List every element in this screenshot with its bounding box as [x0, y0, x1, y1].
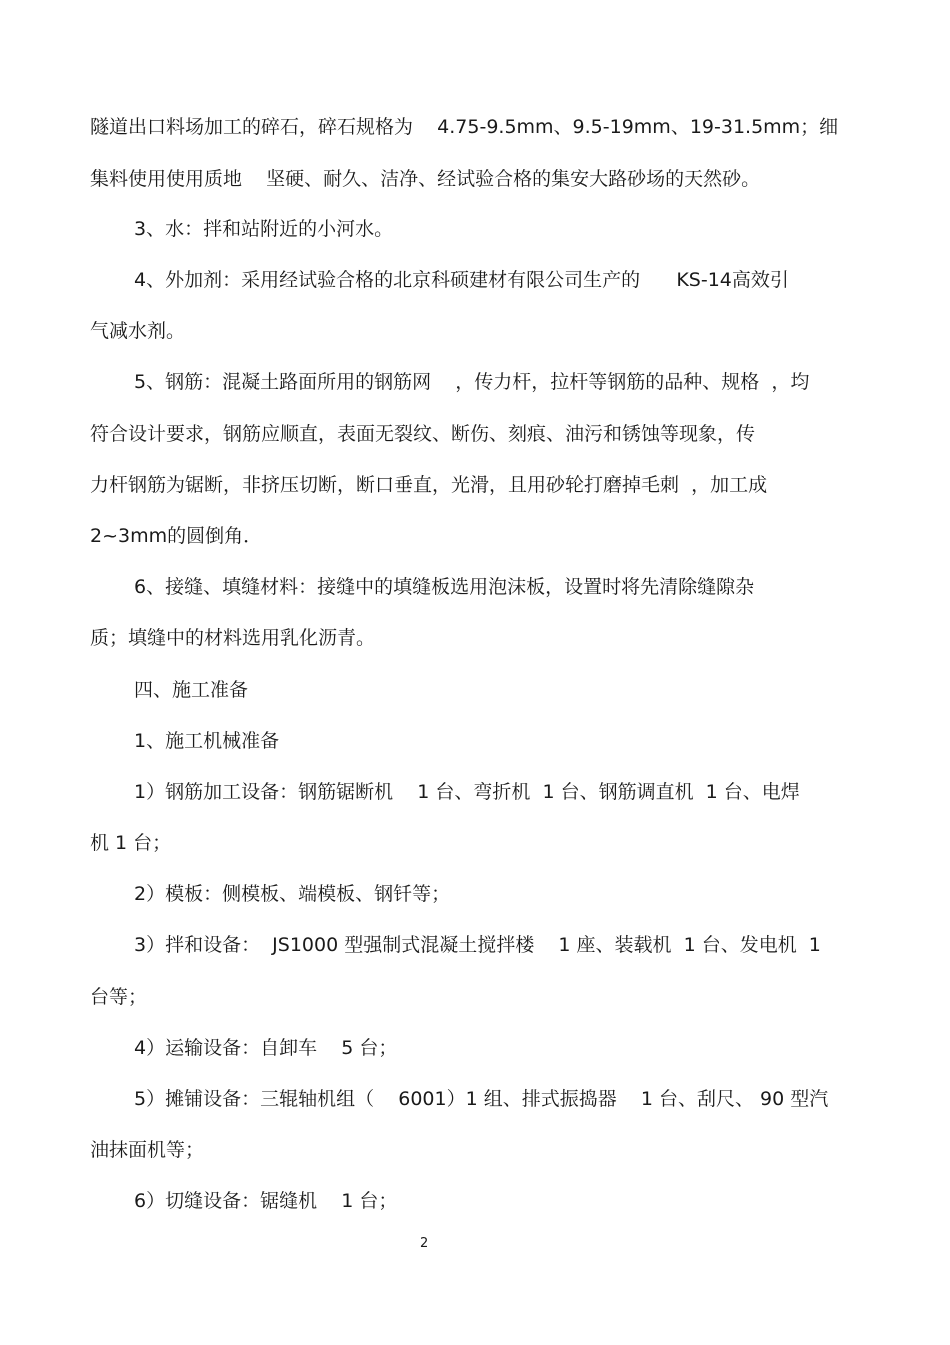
text-line-9: 2~3mm的圆倒角． [90, 525, 263, 547]
text-line-6: 5、钢筋：混凝土路面所用的钢筋网 ，传力杆，拉杆等钢筋的品种、规格 ，均 [134, 371, 810, 393]
text-line-14: 1）钢筋加工设备：钢筋锯断机 1 台、弯折机 1 台、钢筋调直机 1 台、电焊 [134, 781, 800, 803]
text-line-22: 6）切缝设备：锯缝机 1 台； [134, 1190, 398, 1212]
text-line-11: 质；填缝中的材料选用乳化沥青。 [90, 627, 376, 649]
text-line-21: 油抹面机等； [90, 1139, 205, 1161]
page-number: 2 [420, 1236, 429, 1251]
text-line-2: 集料使用使用质地 坚硬、耐久、洁净、经试验合格的集安大路砂场的天然砂。 [90, 168, 761, 190]
subsection-heading: 1、施工机械准备 [134, 730, 280, 752]
text-line-5: 气减水剂。 [90, 320, 186, 342]
text-line-15: 机 1 台； [90, 832, 172, 854]
text-line-10: 6、接缝、填缝材料：接缝中的填缝板选用泡沫板，设置时将先清除缝隙杂 [134, 576, 755, 598]
text-line-4: 4、外加剂：采用经试验合格的北京科硕建材有限公司生产的 KS-14高效引 [134, 269, 789, 291]
section-heading: 四、施工准备 [134, 679, 249, 701]
text-line-17: 3）拌和设备： JS1000 型强制式混凝土搅拌楼 1 座、装载机 1 台、发电机 1 [134, 934, 821, 956]
text-line-3: 3、水：拌和站附近的小河水。 [134, 218, 394, 240]
text-line-7: 符合设计要求，钢筋应顺直，表面无裂纹、断伤、刻痕、油污和锈蚀等现象，传 [90, 423, 756, 445]
text-line-8: 力杆钢筋为锯断，非挤压切断，断口垂直，光滑，且用砂轮打磨掉毛刺 ，加工成 [90, 474, 768, 496]
text-line-16: 2）模板：侧模板、端模板、钢钎等； [134, 883, 451, 905]
text-line-19: 4）运输设备：自卸车 5 台； [134, 1037, 398, 1059]
text-line-1: 隧道出口料场加工的碎石，碎石规格为 4.75-9.5mm、9.5-19mm、19-31.5mm；细 [90, 116, 839, 138]
text-line-20: 5）摊铺设备：三辊轴机组（ 6001）1 组、排式振捣器 1 台、刮尺、 90 型汽 [134, 1088, 829, 1110]
text-line-18: 台等； [90, 986, 148, 1008]
